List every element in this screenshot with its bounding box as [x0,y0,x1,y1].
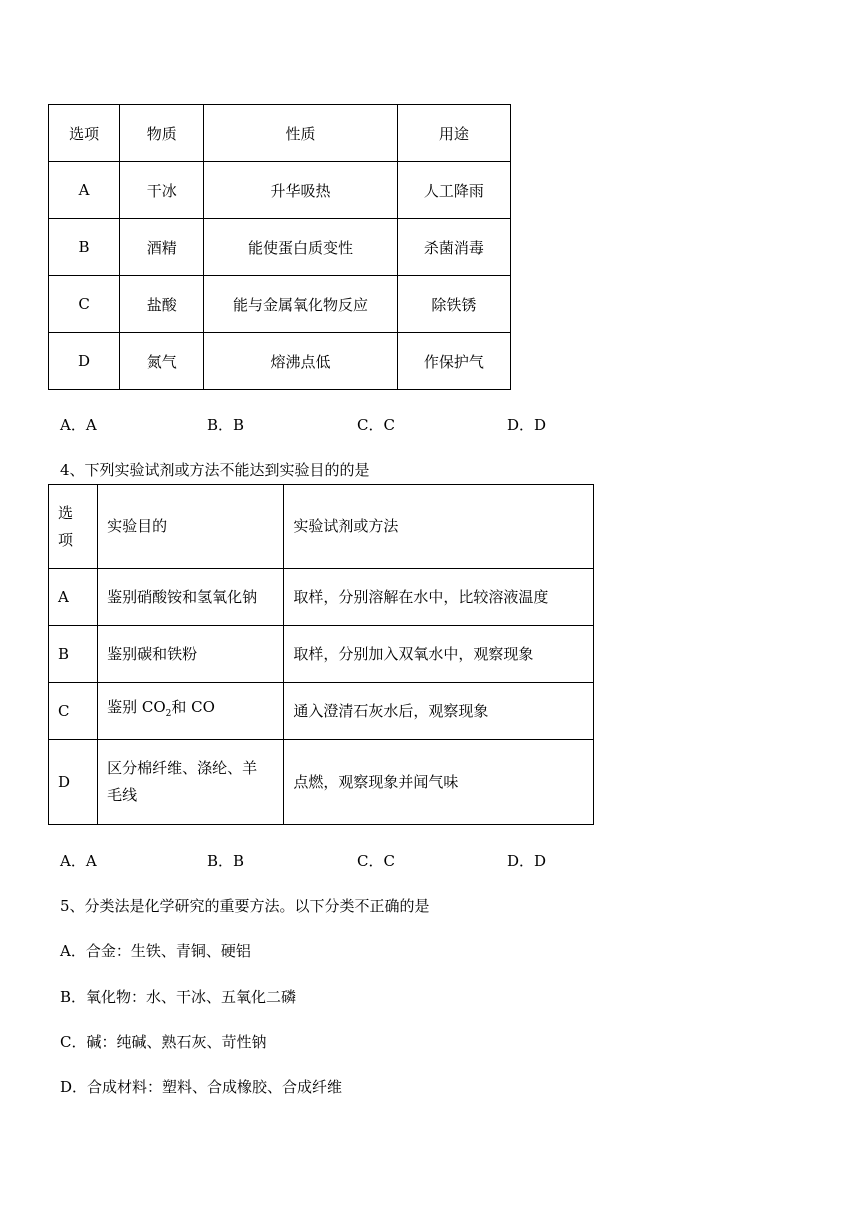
header-cell: 实验试剂或方法 [284,485,594,569]
table-cell: 氮气 [120,333,204,390]
q5-option-c[interactable]: C．碱：纯碱、熟石灰、苛性钠 [60,1033,267,1051]
table-row [49,219,511,276]
table-cell [98,683,284,740]
header-cell: 用途 [397,105,510,162]
table-cell: C [49,683,98,740]
table-cell: 干冰 [120,162,204,219]
header-cell: 选项 [49,105,120,162]
option-c[interactable]: C．C [357,852,395,870]
table-cell: B [49,219,120,276]
table-cell: 作保护气 [397,333,510,390]
table-header-row [49,105,511,162]
table-cell: 通入澄清石灰水后，观察现象 [284,683,594,740]
table-cell: 人工降雨 [397,162,510,219]
table-cell: 升华吸热 [204,162,397,219]
property-use-table [48,104,511,390]
table-header-row [49,485,594,569]
goal-line: 毛线 [107,786,138,804]
q5-option-a[interactable]: A．合金：生铁、青铜、硬铝 [60,942,251,960]
q3-options [60,414,760,434]
table-cell: 鉴别碳和铁粉 [98,626,284,683]
table-cell: 能使蛋白质变性 [204,219,397,276]
header-line: 选 [58,503,74,522]
table-cell: 熔沸点低 [204,333,397,390]
table-row [49,333,511,390]
option-a[interactable]: A．A [60,852,97,870]
header-line: 项 [58,530,74,549]
option-d[interactable]: D．D [507,416,547,434]
table-row [49,162,511,219]
table-row [49,683,594,740]
table-cell: 杀菌消毒 [397,219,510,276]
option-b[interactable]: B．B [207,416,245,434]
option-b[interactable]: B．B [207,852,245,870]
option-a[interactable]: A．A [60,416,97,434]
goal-line: 区分棉纤维、涤纶、羊 [107,759,258,777]
header-cell: 实验目的 [98,485,284,569]
table-cell: 取样，分别溶解在水中，比较溶液温度 [284,569,594,626]
table-row [49,740,594,825]
q5-option-b[interactable]: B．氧化物：水、干冰、五氧化二磷 [60,988,297,1006]
q5-stem: 5、分类法是化学研究的重要方法。以下分类不正确的是 [60,897,430,915]
table-cell: 能与金属氧化物反应 [204,276,397,333]
header-cell [49,485,98,569]
q5-option-d[interactable]: D．合成材料：塑料、合成橡胶、合成纤维 [60,1078,343,1096]
option-d[interactable]: D．D [507,852,547,870]
table-cell: 除铁锈 [397,276,510,333]
experiment-table [48,484,594,825]
table-cell: A [49,569,98,626]
q4-options [60,850,760,870]
table-row [49,569,594,626]
table-cell: C [49,276,120,333]
table-cell: D [49,333,120,390]
table-row [49,626,594,683]
subscript: 2 [165,709,172,719]
goal-text: 鉴别 CO [107,698,166,716]
q4-stem: 4、下列实验试剂或方法不能达到实验目的的是 [60,461,370,479]
table-cell: 取样，分别加入双氧水中，观察现象 [284,626,594,683]
table-cell [98,740,284,825]
option-c[interactable]: C．C [357,416,395,434]
table-cell: D [49,740,98,825]
header-cell: 物质 [120,105,204,162]
table-cell: A [49,162,120,219]
header-cell: 性质 [204,105,397,162]
table-cell: 鉴别硝酸铵和氢氧化钠 [98,569,284,626]
goal-text: 和 CO [171,698,215,716]
table-row [49,276,511,333]
table-cell: 酒精 [120,219,204,276]
table-cell: B [49,626,98,683]
table-cell: 盐酸 [120,276,204,333]
table-cell: 点燃，观察现象并闻气味 [284,740,594,825]
